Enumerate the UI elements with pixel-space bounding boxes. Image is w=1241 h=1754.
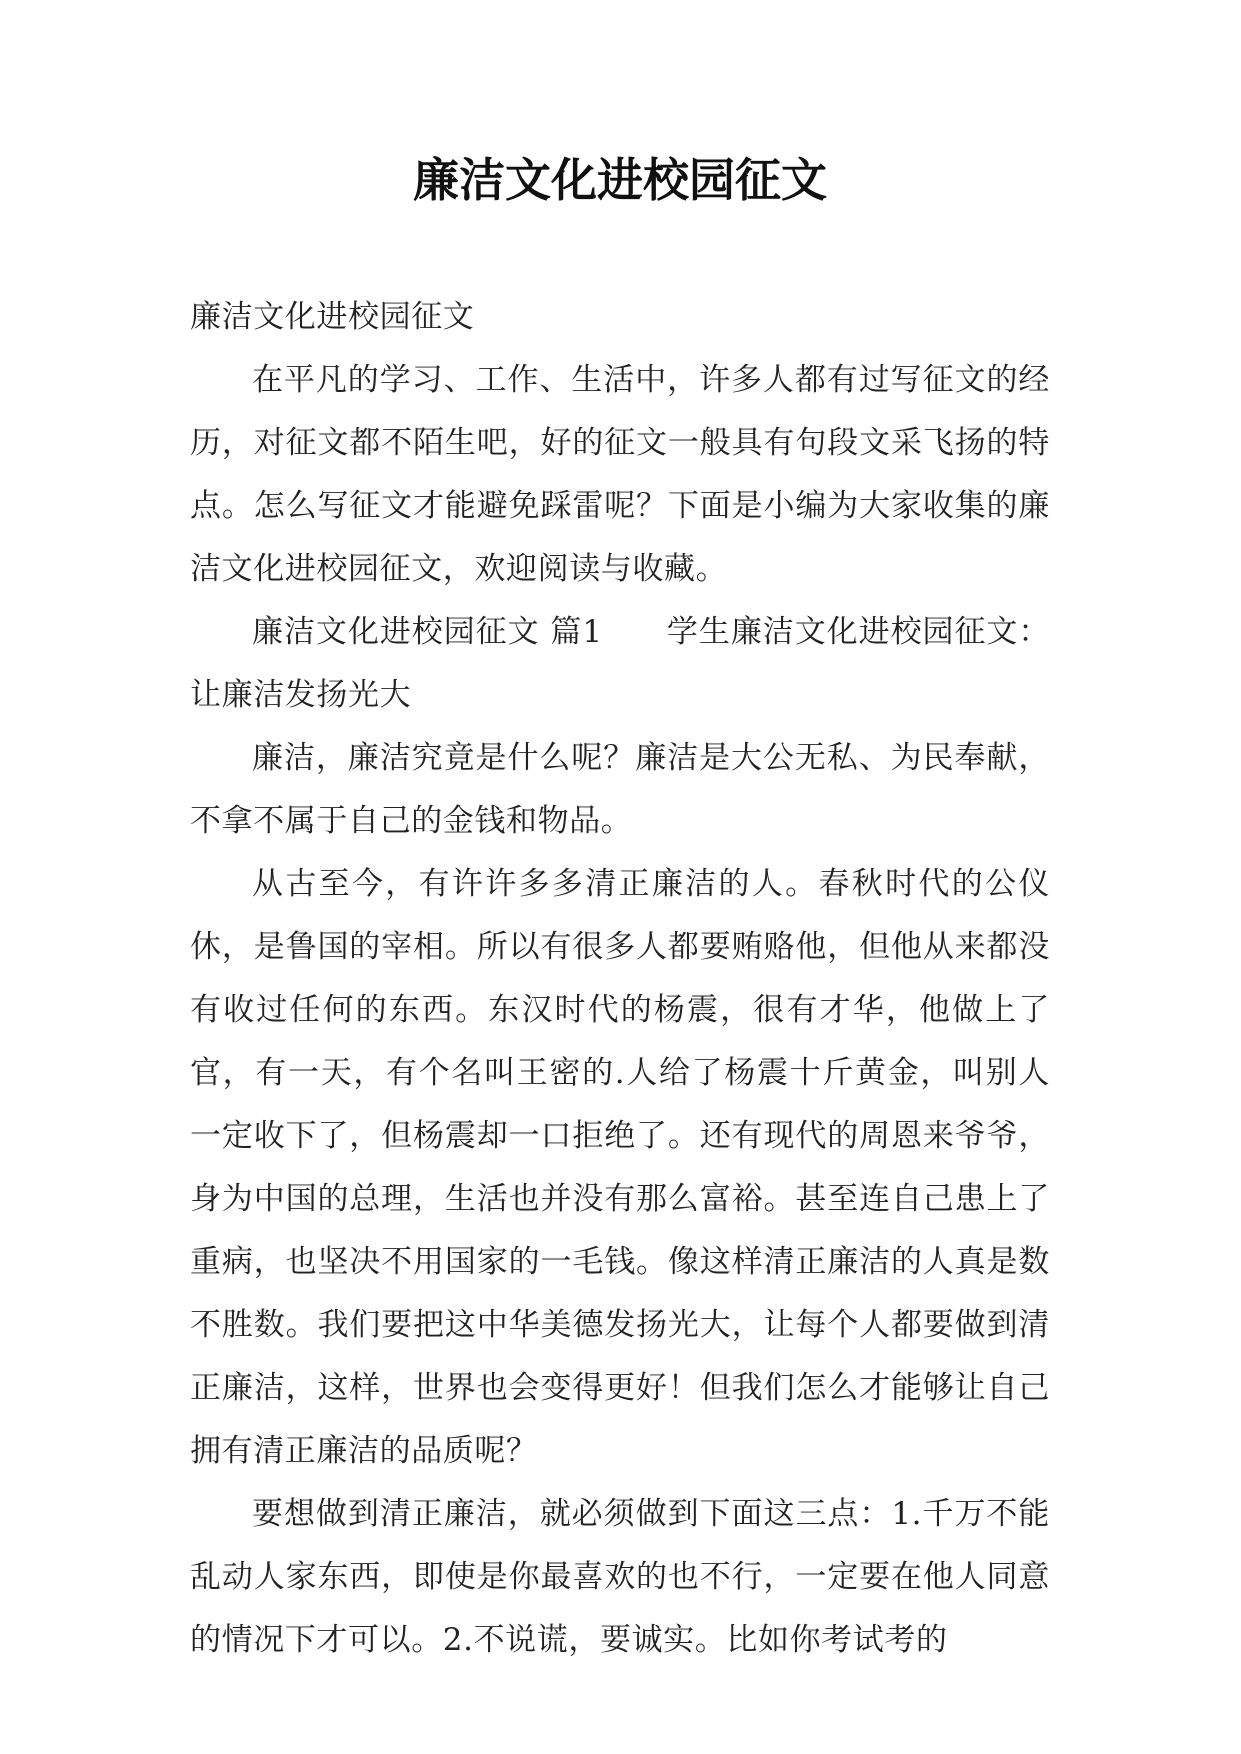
- definition-paragraph: 廉洁，廉洁究竟是什么呢？廉洁是大公无私、为民奉献，不拿不属于自己的金钱和物品。: [190, 740, 1050, 839]
- document-body: [190, 286, 1050, 1672]
- examples-paragraph: 从古至今，有许许多多清正廉洁的人。春秋时代的公仪休，是鲁国的宰相。所以有很多人都要贿赂他，但他从来都没有收过任何的东西。东汉时代的杨震，很有才华，他做上了官，有一天，有个名叫王密的.人给了杨震十斤黄金，叫别人一定收下了，但杨震却一口拒绝了。还有现代的周恩来爷爷，身为中国的总理，生活也并没有那么富裕。甚至连自己患上了重病，也坚决不用国家的一毛钱。像这样清正廉洁的人真是数不胜数。我们要把这中华美德发扬光大，让每个人都要做到清正廉洁，这样，世界也会变得更好！但我们怎么才能够让自己拥有清正廉洁的品质呢？: [190, 866, 1050, 1469]
- section-heading-paragraph: 廉洁文化进校园征文 篇1 学生廉洁文化进校园征文：让廉洁发扬光大: [190, 614, 1050, 713]
- document-title: 廉洁文化进校园征文: [413, 153, 827, 207]
- intro-paragraph: 在平凡的学习、工作、生活中，许多人都有过写征文的经历，对征文都不陌生吧，好的征文一般具有句段文采飞扬的特点。怎么写征文才能避免踩雷呢？下面是小编为大家收集的廉洁文化进校园征文，欢迎阅读与收藏。: [190, 362, 1050, 587]
- document-subtitle: 廉洁文化进校园征文: [190, 299, 475, 335]
- three-points-paragraph: 要想做到清正廉洁，就必须做到下面这三点：1.千万不能乱动人家东西，即使是你最喜欢的也不行，一定要在他人同意的情况下才可以。2.不说谎，要诚实。比如你考试考的: [190, 1496, 1050, 1658]
